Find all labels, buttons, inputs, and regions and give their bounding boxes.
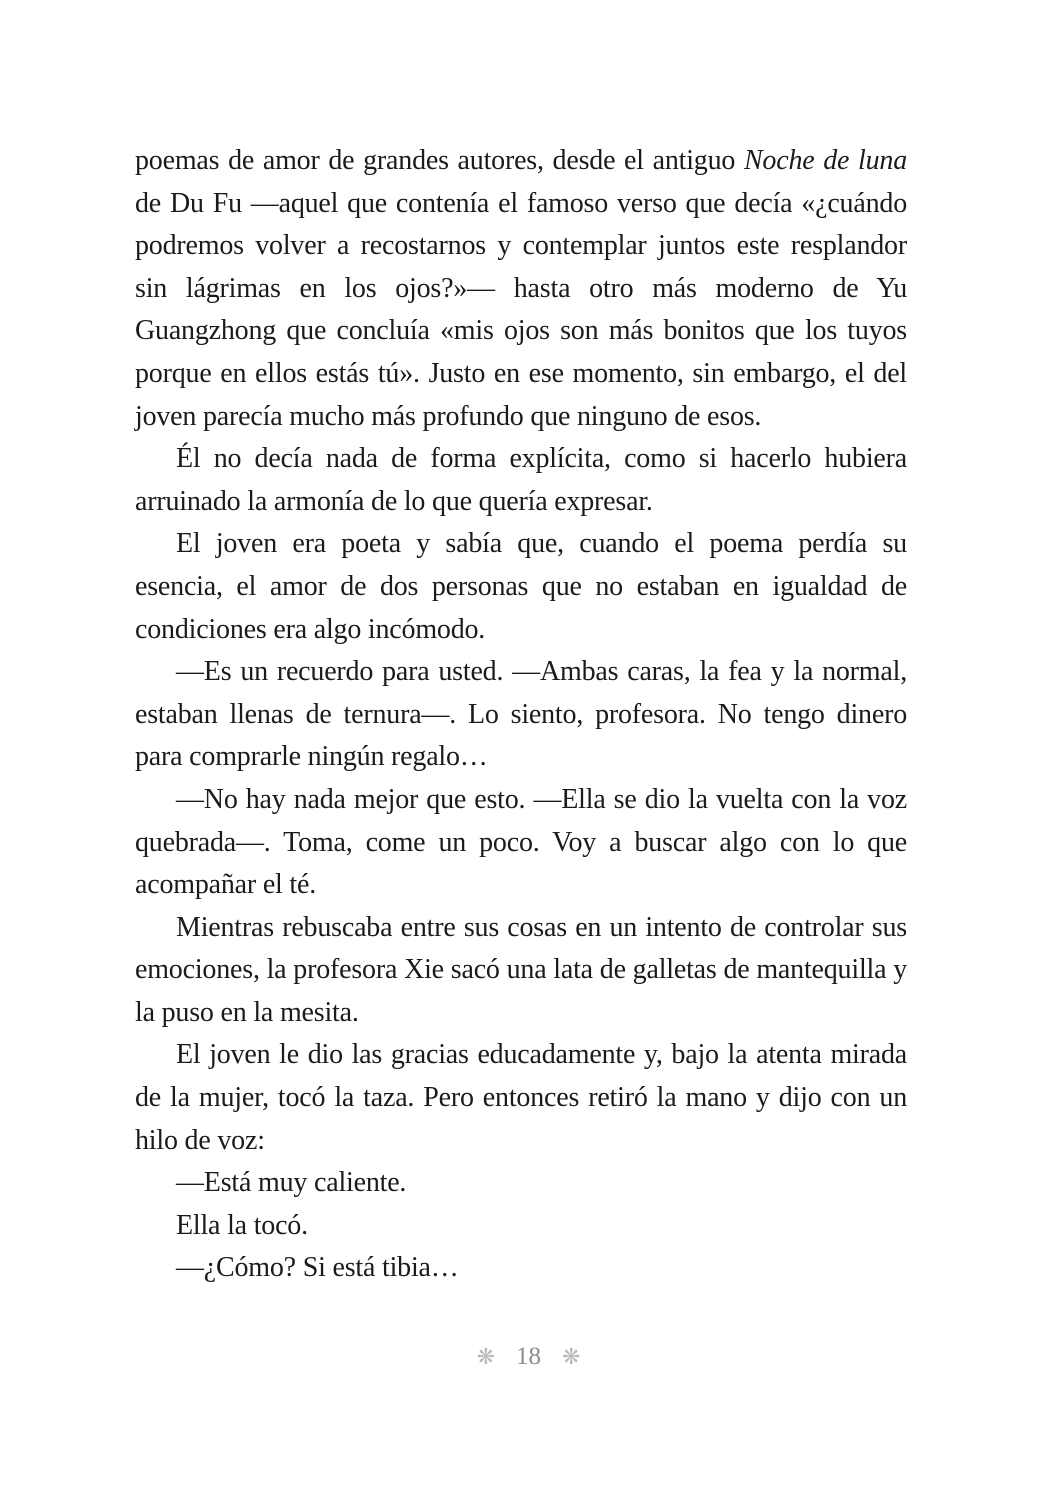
paragraph-dialogue: —No hay nada mejor que esto. —Ella se dio la vuelta con la voz quebrada—. Toma, come un poco. Voy a buscar algo con lo que acompañar el té. — [135, 783, 907, 901]
paragraph-dialogue: —Es un recuerdo para usted. —Ambas caras, la fea y la normal, estaban llenas de ternura—. Lo siento, profesora. No tengo dinero para comprarle ningún regalo… — [135, 656, 907, 773]
flower-ornament-icon: ❋ — [476, 1343, 495, 1369]
paragraph: Ella la tocó. — [176, 1209, 308, 1241]
book-title-italic: Noche de luna — [743, 145, 907, 176]
flower-ornament-icon: ❋ — [562, 1343, 581, 1369]
paragraph: El joven le dio las gracias educadamente y, bajo la atenta mirada de la mujer, tocó la taza. Pero entonces retiró la mano y dijo con un hilo de voz: — [135, 1039, 907, 1156]
paragraph-text: de Du Fu —aquel que contenía el famoso verso que decía «¿cuándo podremos volver a recostarnos y contemplar juntos este resplandor sin lágrimas en los ojos?»— hasta otro más moderno de Yu Guangzhong que concluía «mis ojos son más bonitos que los tuyos porque en ellos estás tú». Justo en ese momento, sin embargo, el del joven parecía mucho más profundo que ninguno de esos. — [135, 187, 907, 432]
paragraph: Mientras rebuscaba entre sus cosas en un intento de controlar sus emociones, la profesora Xie sacó una lata de galletas de mantequilla y la puso en la mesita. — [135, 911, 907, 1028]
paragraph — [135, 140, 907, 438]
page-text-block — [135, 140, 907, 1290]
paragraph: Él no decía nada de forma explícita, como si hacerlo hubiera arruinado la armonía de lo que quería expresar. — [135, 443, 907, 517]
paragraph: El joven era poeta y sabía que, cuando el poema perdía su esencia, el amor de dos personas que no estaban en igualdad de condiciones era algo incómodo. — [135, 528, 907, 645]
page-number: 18 — [516, 1343, 541, 1370]
paragraph-dialogue: —¿Cómo? Si está tibia… — [176, 1252, 459, 1284]
paragraph-dialogue: —Está muy caliente. — [176, 1167, 407, 1199]
paragraph-text: poemas de amor de grandes autores, desde el antiguo — [135, 145, 744, 176]
page-footer — [0, 1344, 1057, 1369]
